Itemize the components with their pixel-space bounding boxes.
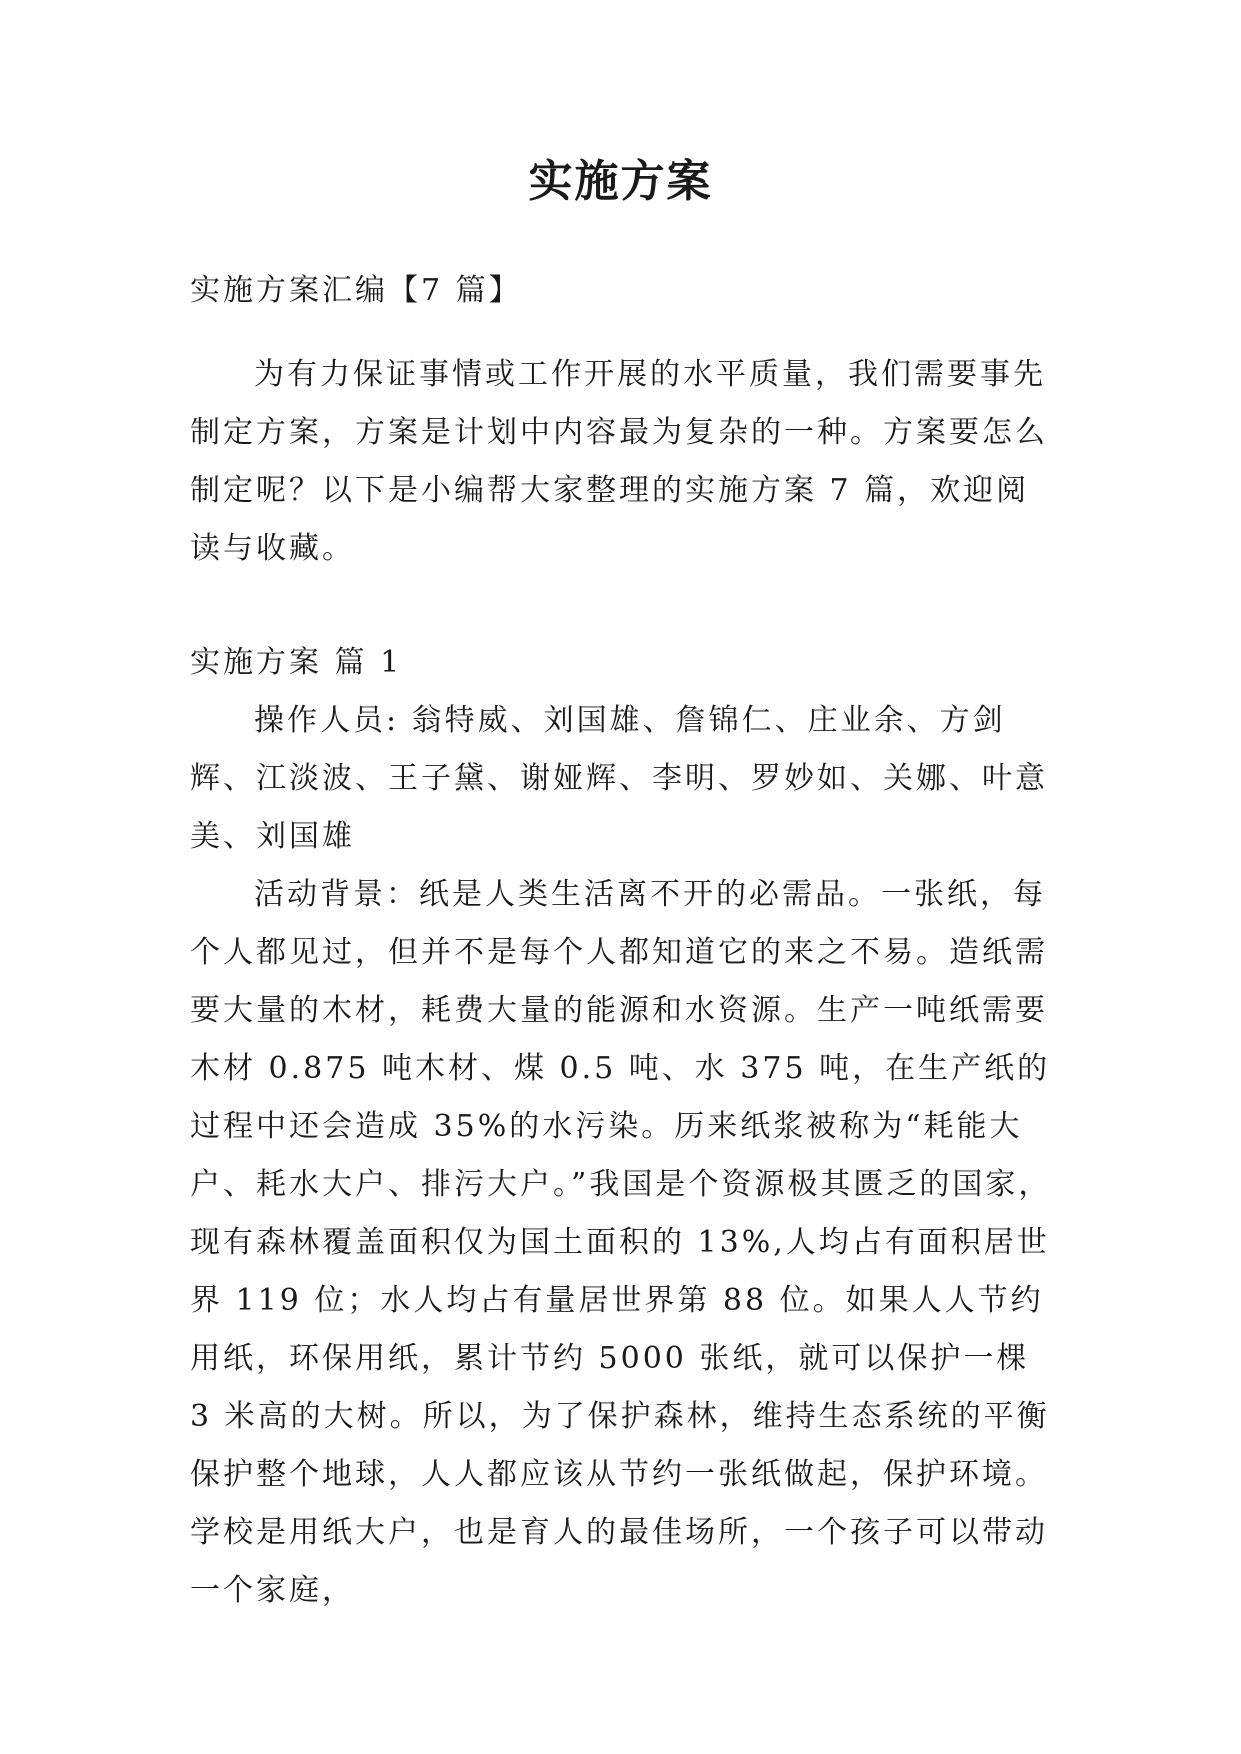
document-subtitle: 实施方案汇编【7 篇】 bbox=[190, 273, 522, 308]
section-heading: 实施方案 篇 1 bbox=[190, 645, 403, 680]
background-paragraph: 活动背景：纸是人类生活离不开的必需品。一张纸，每个人都见过，但并不是每个人都知道它的来之不易。造纸需要大量的木材，耗费大量的能源和水资源。生产一吨纸需要木材 0.875 吨木材、煤 0.5 吨、水 375 吨，在生产纸的过程中还会造成 35%的水污染。历来纸浆被称为“耗能大户、耗水大户、排污大户。”我国是个资源极其匮乏的国家，现有森林覆盖面积仅为国土面积的 13%,人均占有面积居世界 119 位；水人均占有量居世界第 88 位。如果人人节约用纸，环保用纸，累计节约 5000 张纸，就可以保护一棵 3 米高的大树。所以，为了保护森林，维持生态系统的平衡保护整个地球，人人都应该从节约一张纸做起，保护环境。学校是用纸大户，也是育人的最佳场所，一个孩子可以带动一个家庭， bbox=[190, 877, 1052, 1608]
operators-paragraph: 操作人员: 翁特威、刘国雄、詹锦仁、庄业余、方剑辉、江淡波、王子黛、谢娅辉、李明、罗妙如、关娜、叶意美、刘国雄 bbox=[190, 703, 1048, 854]
document-title: 实施方案 bbox=[528, 156, 713, 207]
intro-paragraph: 为有力保证事情或工作开展的水平质量，我们需要事先制定方案，方案是计划中内容最为复杂的一种。方案要怎么制定呢？以下是小编帮大家整理的实施方案 7 篇，欢迎阅读与收藏。 bbox=[190, 357, 1048, 566]
